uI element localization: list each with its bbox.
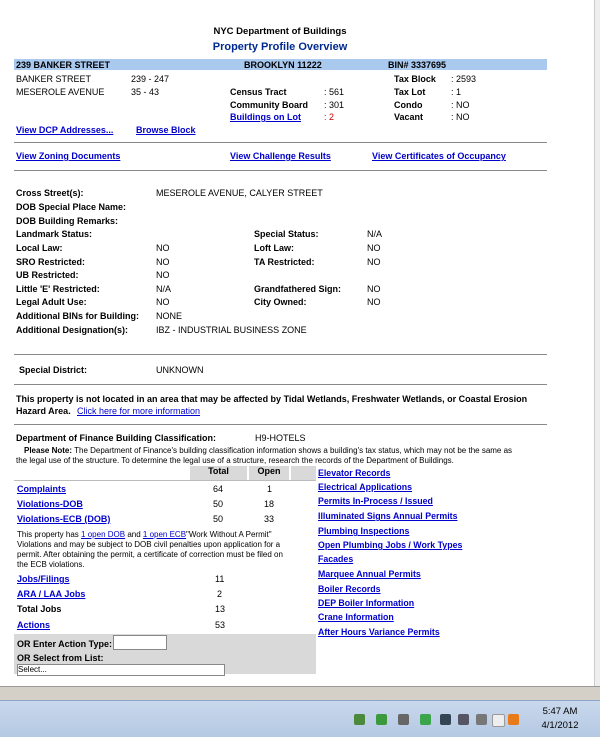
complaints-link[interactable]: Complaints xyxy=(17,484,67,494)
illuminated-signs-link[interactable]: Illuminated Signs Annual Permits xyxy=(318,511,458,521)
status-icon[interactable] xyxy=(420,714,431,725)
little-e-value: N/A xyxy=(156,284,172,294)
complaints-open: 1 xyxy=(267,484,273,494)
tax-lot-label: Tax Lot xyxy=(394,87,426,97)
address-bar xyxy=(14,59,547,70)
classification-value: H9-HOTELS xyxy=(255,433,306,443)
violations-ecb-link[interactable]: Violations-ECB (DOB) xyxy=(17,514,111,524)
community-board-label: Community Board xyxy=(230,100,309,110)
loft-law-value: NO xyxy=(367,243,381,253)
loft-law-label: Loft Law: xyxy=(254,243,294,253)
buildings-on-lot-link[interactable]: Buildings on Lot xyxy=(230,112,301,122)
cross-streets-label: Cross Street(s): xyxy=(16,188,84,198)
buildings-on-lot-value: : 2 xyxy=(324,112,335,122)
network-icon[interactable] xyxy=(354,714,365,725)
ta-restricted-value: NO xyxy=(367,257,381,267)
special-district-label: Special District: xyxy=(19,365,88,375)
grandfathered-sign-value: NO xyxy=(367,284,381,294)
browse-block-link[interactable]: Browse Block xyxy=(136,125,196,135)
condo-label: Condo xyxy=(394,100,423,110)
clock-time[interactable]: 5:47 AM xyxy=(542,706,578,717)
city-owned-value: NO xyxy=(367,297,381,307)
elevator-records-link[interactable]: Elevator Records xyxy=(318,468,391,478)
violations-dob-link[interactable]: Violations-DOB xyxy=(17,499,83,509)
col-total-header: Total xyxy=(190,466,247,480)
legal-adult-use-label: Legal Adult Use: xyxy=(16,297,87,307)
volume-icon[interactable] xyxy=(476,714,487,725)
open-plumbing-jobs-link[interactable]: Open Plumbing Jobs / Work Types xyxy=(318,540,463,550)
census-tract-label: Census Tract xyxy=(230,87,287,97)
violations-dob-total: 50 xyxy=(213,499,224,509)
action-type-select[interactable] xyxy=(17,664,225,676)
marquee-permits-link[interactable]: Marquee Annual Permits xyxy=(318,569,421,579)
classification-note-cont: the legal use of the structure. To determine the legal use of a structure, research the records of the Department of Buildings. xyxy=(16,456,454,465)
wwp-notice xyxy=(17,530,272,539)
divider xyxy=(14,384,547,385)
actions-total: 53 xyxy=(215,620,226,630)
landmark-status-label: Landmark Status: xyxy=(16,229,93,239)
local-law-value: NO xyxy=(156,243,170,253)
scrollbar[interactable] xyxy=(594,0,600,686)
divider xyxy=(14,142,547,143)
electrical-applications-link[interactable]: Electrical Applications xyxy=(318,482,413,492)
clock-date[interactable]: 4/1/2012 xyxy=(541,720,579,731)
jobs-filings-total: 11 xyxy=(215,574,225,584)
open-dob-link[interactable]: 1 open DOB xyxy=(81,530,126,539)
divider xyxy=(14,170,547,171)
total-jobs-label: Total Jobs xyxy=(17,604,62,614)
wwp-and: and xyxy=(127,530,141,539)
agency-name: NYC Department of Buildings xyxy=(213,26,347,37)
dep-boiler-info-link[interactable]: DEP Boiler Information xyxy=(318,598,415,608)
note-text: The Department of Finance's building classification information shows a building's tax status, which may not be the same as xyxy=(74,446,513,455)
legal-adult-use-value: NO xyxy=(156,297,170,307)
view-certificates-of-occupancy-link[interactable]: View Certificates of Occupancy xyxy=(372,151,506,161)
grandfathered-sign-label: Grandfathered Sign: xyxy=(254,284,342,294)
divider xyxy=(14,480,316,481)
wwp-text-2: "Work Without A Permit" xyxy=(186,530,272,539)
additional-designations-label: Additional Designation(s): xyxy=(16,325,128,335)
wetlands-notice: This property is not located in an area that may be affected by Tidal Wetlands, Freshwater Wetlands, or Coastal Erosion xyxy=(16,394,528,404)
address-street-2: MESEROLE AVENUE xyxy=(16,87,105,97)
special-status-label: Special Status: xyxy=(254,229,319,239)
wwp-notice-line3: permit. After obtaining the permit, a certificate of correction must be filed on xyxy=(17,550,283,559)
cross-streets-value: MESEROLE AVENUE, CALYER STREET xyxy=(156,188,323,198)
additional-bins-value: NONE xyxy=(156,311,183,321)
complaints-total: 64 xyxy=(213,484,224,494)
classification-note xyxy=(24,446,512,455)
condo-value: : NO xyxy=(451,100,470,110)
vacant-label: Vacant xyxy=(394,112,424,122)
select-value: Select... xyxy=(18,665,47,674)
status-bar xyxy=(0,686,600,701)
page-title: Property Profile Overview xyxy=(212,41,348,53)
tax-lot-value: : 1 xyxy=(451,87,462,97)
enter-action-type-label: OR Enter Action Type: xyxy=(17,639,113,649)
flag-icon[interactable] xyxy=(492,714,505,727)
header-filler xyxy=(291,466,316,480)
wwp-notice-line4: the ECB violations. xyxy=(17,560,85,569)
address-range-2: 35 - 43 xyxy=(131,87,160,97)
special-place-label: DOB Special Place Name: xyxy=(16,202,127,212)
actions-link[interactable]: Actions xyxy=(17,620,51,630)
special-status-value: N/A xyxy=(367,229,383,239)
wwp-text-1: This property has xyxy=(17,530,79,539)
violations-ecb-total: 50 xyxy=(213,514,224,524)
select-from-list-label: OR Select from List: xyxy=(17,653,104,663)
divider xyxy=(14,424,547,425)
crane-information-link[interactable]: Crane Information xyxy=(318,612,394,622)
view-zoning-documents-link[interactable]: View Zoning Documents xyxy=(16,151,121,161)
ub-restricted-label: UB Restricted: xyxy=(16,270,79,280)
city-owned-label: City Owned: xyxy=(254,297,307,307)
local-law-label: Local Law: xyxy=(16,243,63,253)
violations-ecb-open: 33 xyxy=(264,514,275,524)
bin-number: BIN# 3337695 xyxy=(388,60,447,70)
address-range-1: 239 - 247 xyxy=(131,74,170,84)
note-label: Please Note: xyxy=(24,446,73,455)
ub-restricted-value: NO xyxy=(156,270,170,280)
download-icon[interactable] xyxy=(376,714,387,725)
tax-block-value: : 2593 xyxy=(451,74,477,84)
violations-dob-open: 18 xyxy=(264,499,275,509)
security-icon[interactable] xyxy=(508,714,519,725)
facades-link[interactable]: Facades xyxy=(318,554,354,564)
divider xyxy=(14,354,547,355)
additional-designations-value: IBZ - INDUSTRIAL BUSINESS ZONE xyxy=(156,325,307,335)
address-street-1: BANKER STREET xyxy=(16,74,92,84)
boiler-records-link[interactable]: Boiler Records xyxy=(318,584,381,594)
ara-laa-jobs-link[interactable]: ARA / LAA Jobs xyxy=(17,589,86,599)
view-dcp-addresses-link[interactable]: View DCP Addresses... xyxy=(16,125,114,135)
sro-restricted-value: NO xyxy=(156,257,170,267)
printer-icon[interactable] xyxy=(398,714,409,725)
special-district-value: UNKNOWN xyxy=(156,365,204,375)
jobs-filings-link[interactable]: Jobs/Filings xyxy=(17,574,70,584)
monitor-icon[interactable] xyxy=(458,714,469,725)
plumbing-inspections-link[interactable]: Plumbing Inspections xyxy=(318,526,410,536)
community-board-value: : 301 xyxy=(324,100,345,110)
wwp-notice-line2: Violations and may be subject to DOB civil penalties upon application for a xyxy=(17,540,281,549)
vacant-value: : NO xyxy=(451,112,470,122)
census-tract-value: : 561 xyxy=(324,87,345,97)
total-jobs-total: 13 xyxy=(215,604,226,614)
classification-label: Department of Finance Building Classification: xyxy=(16,433,217,443)
sro-restricted-label: SRO Restricted: xyxy=(16,257,86,267)
ta-restricted-label: TA Restricted: xyxy=(254,257,315,267)
device-icon[interactable] xyxy=(440,714,451,725)
tax-block-label: Tax Block xyxy=(394,74,436,84)
wetlands-notice-cont: Hazard Area. xyxy=(16,406,71,416)
little-e-label: Little 'E' Restricted: xyxy=(16,284,100,294)
address-street: 239 BANKER STREET xyxy=(16,60,111,70)
permits-in-process-link[interactable]: Permits In-Process / Issued xyxy=(318,496,433,506)
additional-bins-label: Additional BINs for Building: xyxy=(16,311,139,321)
open-ecb-link[interactable]: 1 open ECB xyxy=(142,530,187,539)
view-challenge-results-link[interactable]: View Challenge Results xyxy=(230,151,331,161)
building-remarks-label: DOB Building Remarks: xyxy=(16,216,119,226)
col-open-header: Open xyxy=(249,466,289,480)
after-hours-variance-link[interactable]: After Hours Variance Permits xyxy=(318,627,440,637)
ara-laa-jobs-total: 2 xyxy=(217,589,223,599)
address-borough: BROOKLYN 11222 xyxy=(244,60,322,70)
action-type-input[interactable] xyxy=(113,635,167,650)
wetlands-info-link[interactable]: Click here for more information xyxy=(77,406,201,416)
